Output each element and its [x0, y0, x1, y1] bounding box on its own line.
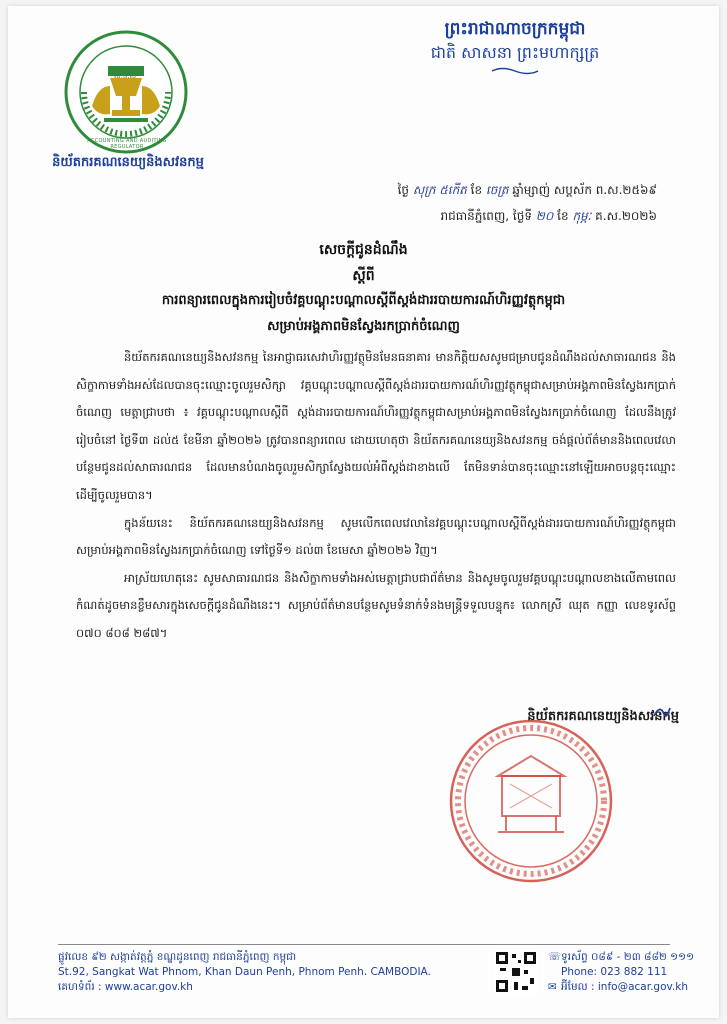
solar-handwritten-day: ២០	[535, 209, 554, 223]
footer-address	[58, 950, 431, 995]
notice-title: សេចក្តីជូនដំណឹង	[319, 242, 408, 258]
notice-body	[76, 344, 676, 648]
website-label: គេហទំព័រ :	[58, 981, 102, 993]
logo-abbr: ស.ន.ស	[114, 72, 137, 80]
website-line	[58, 980, 431, 995]
email-label: អ៊ីមែល :	[561, 981, 595, 993]
solar-prefix: រាជធានីភ្នំពេញ, ថ្ងៃទី	[440, 209, 532, 223]
signature-mark	[650, 702, 674, 724]
solar-month-label: ខែ	[557, 209, 569, 223]
official-seal	[446, 716, 616, 886]
logo-ring-text: ACCOUNTING AND AUDITING REGULATOR	[87, 138, 167, 150]
signer-name: និយ័តករគណនេយ្យនិងសវនកម្ម	[527, 709, 679, 724]
email-line	[548, 980, 694, 995]
footer-contact	[548, 950, 694, 995]
motto-ornament	[490, 66, 540, 76]
lunar-date	[398, 182, 657, 200]
phone-khmer: ទូរស័ព្ទ ០៨៩ - ២៣ ៨៨២ ១១១	[561, 951, 695, 963]
body-paragraph-2: ក្នុងន័យនេះ និយ័តករគណនេយ្យនិងសវនកម្ម សូមលើកពេលវេលានៃវគ្គបណ្តុះបណ្តាលស្តីពីស្តង់ដាររបាយការណ៍ហិរញ្ញវត្ថុកម្ពុជាសម្រាប់អង្គភាពមិនស្វែងរកប្រាក់ចំណេញ ទៅថ្ងៃទី១ ដល់៣ ខែមេសា ឆ្នាំ២០២៦ វិញ។	[76, 515, 676, 558]
solar-suffix: គ.ស.២០២៦	[595, 209, 657, 223]
national-motto: ជាតិ សាសនា ព្រះមហាក្សត្រ	[430, 43, 600, 62]
address-khmer: ផ្លូវលេខ ៩២ សង្កាត់វត្តភ្នំ ខណ្ឌដូនពេញ រាជធានីភ្នំពេញ កម្ពុជា	[58, 951, 297, 963]
body-paragraph-3: អាស្រ័យហេតុនេះ សូមសាធារណជន និងសិក្ខាកាមទាំងអស់មេត្តាជ្រាបជាព័ត៌មាន និងសូមចូលរួមវគ្គបណ្តុះបណ្តាលខាងលើតាមពេលកំណត់ដូចមានខ្លឹមសារក្នុងសេចក្តីជូនដំណឹងនេះ។ សម្រាប់ព័ត៌មានបន្ថែមសូមទំនាក់ទំនងមន្ត្រីទទួលបន្ទុក៖ លោកស្រី ឈុត កញ្ញា លេខទូរស័ព្ទ ០៧០ ៨០៨ ២៨៧។	[76, 570, 676, 640]
phone-icon: ☏	[548, 951, 562, 963]
lunar-month-label: ខែ	[470, 183, 483, 197]
agency-name: និយ័តករគណនេយ្យនិងសវនកម្ម	[52, 155, 204, 170]
agency-logo	[64, 30, 188, 154]
solar-date	[441, 208, 657, 226]
kingdom-heading: ព្រះរាជាណាចក្រកម្ពុជា	[444, 19, 586, 39]
lunar-suffix: ឆ្នាំម្សាញ់ សប្តស័ក ព.ស.២៥៦៩	[512, 183, 657, 197]
body-paragraph-1: និយ័តករគណនេយ្យនិងសវនកម្ម នៃអាជ្ញាធរសេវាហិរញ្ញវត្ថុមិនមែនធនាគារ មានកិត្តិយសសូមជម្រាបជូនដំណឹងដល់សាធារណជន និងសិក្ខាកាមទាំងអស់ដែលបានចុះឈ្មោះចូលរួមសិក្សា វគ្គបណ្តុះបណ្តាលស្តីពីស្តង់ដាររបាយការណ៍ហិរញ្ញវត្ថុកម្ពុជាសម្រាប់អង្គភាពមិនស្វែងរកប្រាក់ចំណេញ មេត្តាជ្រាបថា ៖ វគ្គបណ្តុះបណ្តាលស្តីពី ស្តង់ដាររបាយការណ៍ហិរញ្ញវត្ថុកម្ពុជាសម្រាប់អង្គភាពមិនស្វែងរកប្រាក់ចំណេញ ដែលនឹងត្រូវរៀបចំនៅ ថ្ងៃទី៣ ដល់៥ ខែមីនា ឆ្នាំ២០២៦ ត្រូវបានពន្យារពេល ដោយហេតុថា និយ័តករគណនេយ្យនិងសវនកម្ម ចង់ផ្តល់ព័ត៌មាននិងពេលវេលាបន្ថែមជូនដល់សាធារណជន ដែលមានបំណងចូលរួមសិក្សាស្វែងយល់អំពីស្តង់ដាខាងលើ តែមិនទាន់បានចុះឈ្មោះនៅឡើយអាចបន្តចុះឈ្មោះដើម្បីចូលរួមបាន។	[76, 350, 676, 502]
notice-subtitle: ស្តីពី	[352, 268, 375, 284]
phone-english: Phone: 023 882 111	[561, 966, 668, 978]
website-link[interactable]: www.acar.gov.kh	[104, 981, 193, 993]
email-link[interactable]: info@acar.gov.kh	[597, 981, 688, 993]
email-icon: ✉	[548, 981, 557, 993]
lunar-handwritten-day: សុក្រ ៥កើត	[412, 183, 467, 197]
lunar-handwritten-month: ចេត្រ	[485, 183, 509, 197]
notice-headline-2: សម្រាប់អង្គភាពមិនស្វែងរកប្រាក់ចំណេញ	[267, 319, 460, 334]
solar-handwritten-month: កុម្ភៈ	[572, 209, 592, 223]
notice-headline-1: ការពន្យារពេលក្នុងការរៀបចំវគ្គបណ្តុះបណ្តាលស្តីពីស្តង់ដាររបាយការណ៍ហិរញ្ញវត្ថុកម្ពុជា	[161, 293, 566, 308]
lunar-prefix: ថ្ងៃ	[397, 183, 409, 197]
phone-khmer-line	[548, 950, 694, 965]
address-english: St.92, Sangkat Wat Phnom, Khan Daun Penh, Phnom Penh. CAMBODIA.	[58, 966, 431, 978]
qr-code[interactable]	[494, 950, 538, 994]
footer-divider	[58, 944, 670, 945]
